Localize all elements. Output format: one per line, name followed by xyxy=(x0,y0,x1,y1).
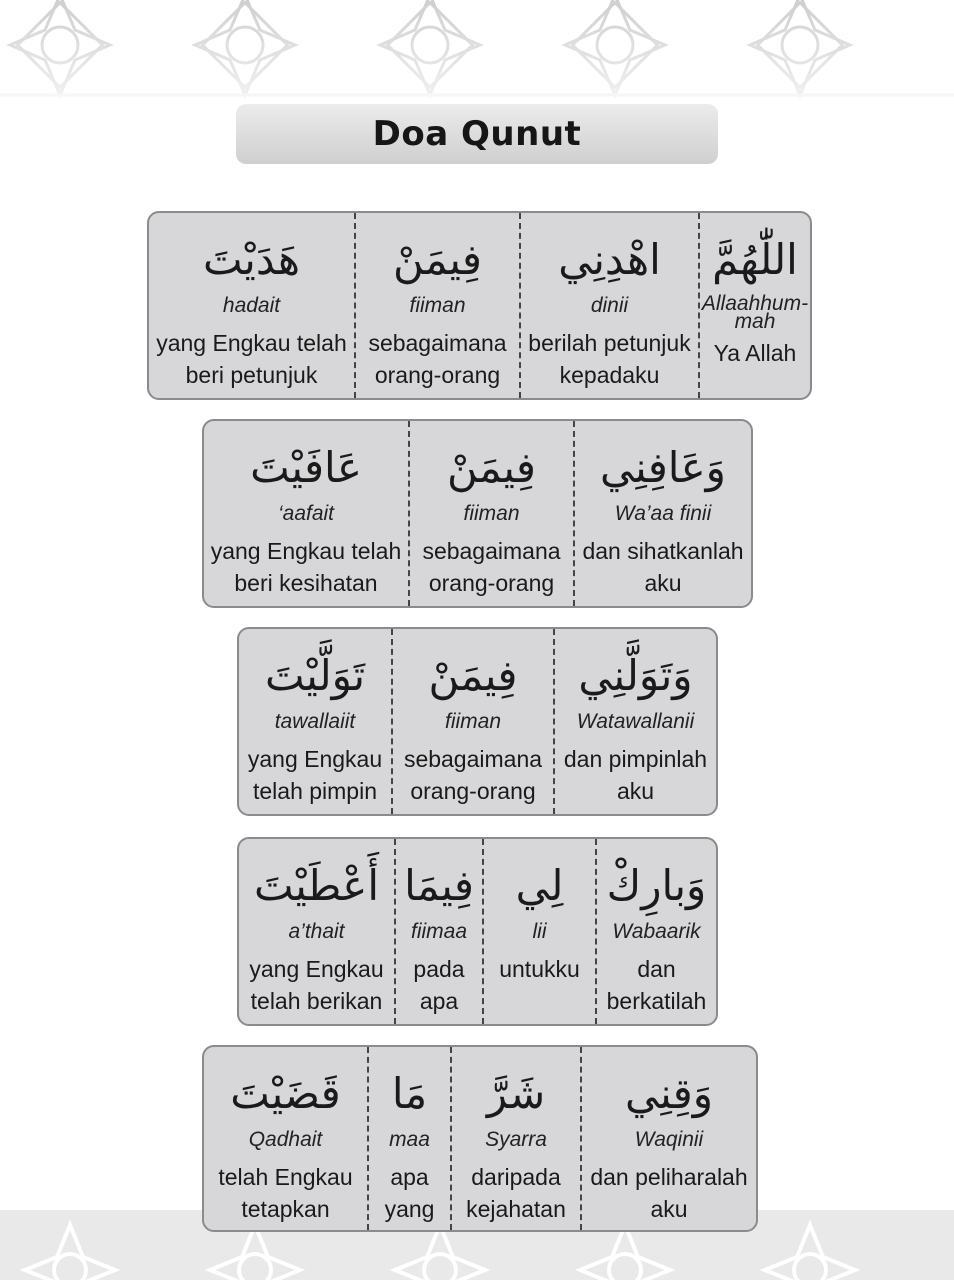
arabic-text: تَوَلَّيْتَ xyxy=(264,651,366,700)
title-banner xyxy=(236,104,718,164)
meaning: yang Engkau telah beri kesihatan xyxy=(210,538,402,596)
meaning: yang Engkau telah pimpin xyxy=(247,746,383,804)
word-cell xyxy=(239,629,393,814)
meaning: yang Engkau telah berikan xyxy=(249,956,384,1014)
arabic-text: فِيمَنْ xyxy=(428,651,518,700)
word-cell xyxy=(204,1047,369,1230)
transliteration: Syarra xyxy=(485,1128,547,1151)
transliteration: fiiman xyxy=(409,294,466,317)
arabic-text: عَافَيْتَ xyxy=(250,443,362,492)
meaning: sebagaimana orang-orang xyxy=(422,538,561,596)
word-cell xyxy=(149,213,356,398)
transliteration: hadait xyxy=(222,294,281,317)
prayer-row-1 xyxy=(147,211,812,400)
prayer-row-3 xyxy=(237,627,718,816)
transliteration: maa xyxy=(389,1128,430,1151)
word-cell xyxy=(204,421,410,606)
word-cell xyxy=(700,213,810,398)
transliteration: a’thait xyxy=(288,920,345,943)
arabic-text: وَتَوَلَّنِي xyxy=(578,651,693,700)
transliteration: Allaahhum-mah xyxy=(701,292,809,333)
transliteration: dinii xyxy=(590,294,629,317)
meaning: dan berkatilah xyxy=(606,956,707,1014)
meaning: dan peliharalah aku xyxy=(590,1164,748,1222)
meaning: yang Engkau telah beri petunjuk xyxy=(156,330,347,388)
word-cell xyxy=(410,421,575,606)
meaning: Ya Allah xyxy=(713,340,797,366)
arabic-text: قَضَيْتَ xyxy=(230,1069,341,1118)
arabic-text: اهْدِنِي xyxy=(558,235,661,284)
word-cell xyxy=(575,421,751,606)
meaning: dan sihatkanlah aku xyxy=(582,538,744,596)
meaning: sebagaimana orang-orang xyxy=(403,746,543,804)
word-cell xyxy=(452,1047,582,1230)
arabic-text: أَعْطَيْتَ xyxy=(253,861,380,910)
meaning: daripada kejahatan xyxy=(466,1164,566,1222)
meaning: sebagaimana orang-orang xyxy=(368,330,507,388)
word-cell xyxy=(356,213,521,398)
arabic-text: اللّٰهُمَّ xyxy=(712,235,798,284)
transliteration: tawallaiit xyxy=(274,710,356,733)
word-cell xyxy=(393,629,555,814)
arabic-text: وَعَافِنِي xyxy=(600,443,726,492)
transliteration: fiiman xyxy=(463,502,520,525)
transliteration: fiimaa xyxy=(410,920,468,943)
transliteration: Watawallanii xyxy=(576,710,695,733)
arabic-text: وَقِنِي xyxy=(624,1069,714,1118)
arabic-text: شَرَّ xyxy=(486,1069,546,1118)
word-cell xyxy=(369,1047,452,1230)
arabic-text: فِيمَا xyxy=(404,861,474,910)
word-cell xyxy=(396,839,484,1024)
transliteration: Wabaarik xyxy=(612,920,701,943)
arabic-text: مَا xyxy=(391,1069,428,1118)
prayer-row-4 xyxy=(237,837,718,1026)
meaning: untukku xyxy=(499,956,580,982)
transliteration: Waqinii xyxy=(634,1128,704,1151)
page-title: Doa Qunut xyxy=(372,114,582,154)
meaning: telah Engkau tetapkan xyxy=(218,1164,353,1222)
word-cell xyxy=(521,213,700,398)
meaning: pada apa xyxy=(413,956,465,1014)
transliteration: Qadhait xyxy=(248,1128,323,1151)
word-cell xyxy=(555,629,716,814)
transliteration: lii xyxy=(532,920,547,943)
arabic-text: فِيمَنْ xyxy=(392,235,482,284)
word-cell xyxy=(582,1047,756,1230)
meaning: apa yang xyxy=(384,1164,435,1222)
transliteration: ‘aafait xyxy=(277,502,335,525)
word-cell xyxy=(484,839,597,1024)
word-cell xyxy=(597,839,716,1024)
arabic-text: فِيمَنْ xyxy=(446,443,536,492)
prayer-row-2 xyxy=(202,419,753,608)
meaning: berilah petunjuk kepadaku xyxy=(528,330,691,388)
arabic-text: هَدَيْتَ xyxy=(202,235,301,284)
arabic-text: لِي xyxy=(515,861,564,910)
prayer-row-5 xyxy=(202,1045,758,1232)
meaning: dan pimpinlah aku xyxy=(563,746,708,804)
transliteration: fiiman xyxy=(444,710,502,733)
word-cell xyxy=(239,839,396,1024)
transliteration: Wa’aa finii xyxy=(614,502,712,525)
arabic-text: وَبارِكْ xyxy=(606,861,707,910)
